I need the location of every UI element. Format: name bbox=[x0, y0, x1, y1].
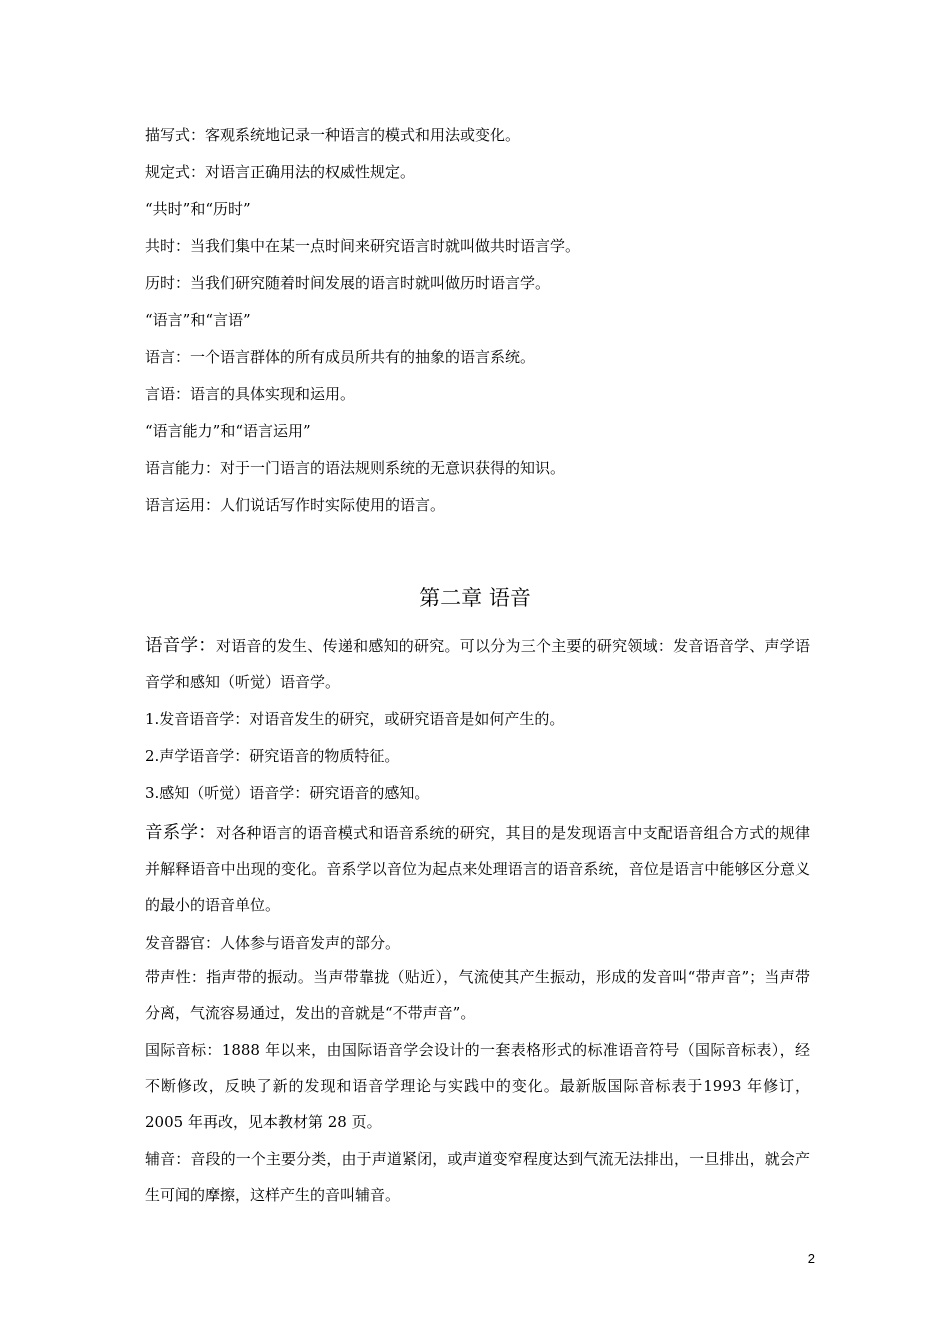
subheading-langue-parole: “语言”和“言语” bbox=[145, 311, 251, 329]
definition-phonology bbox=[145, 815, 810, 923]
definition-synchronic: 共时：当我们集中在某一点时间来研究语言时就叫做共时语言学。 bbox=[145, 237, 581, 255]
branch-auditory: 3.感知（听觉）语音学：研究语音的感知。 bbox=[145, 784, 430, 802]
page-number: 2 bbox=[807, 1251, 815, 1266]
definition-speech-organs: 发音器官：人体参与语音发声的部分。 bbox=[145, 934, 401, 952]
phonology-text: 对各种语言的语音模式和语音系统的研究，其目的是发现语言中支配语音组合方式的规律并解释语音中出现的变化。音系学以音位为起点来处理语言的语音系统，音位是语言中能够区分意义的最小的语音单位。 bbox=[145, 824, 810, 914]
definition-ipa: 国际音标：1888 年以来，由国际语音学会设计的一套表格形式的标准语音符号（国际音标表），经不断修改，反映了新的发现和语音学理论与实践中的变化。最新版国际音标表于1993 年修订，2005 年再改，见本教材第 28 页。 bbox=[145, 1041, 810, 1131]
definition-descriptive: 描写式：客观系统地记录一种语言的模式和用法或变化。 bbox=[145, 126, 521, 144]
term-phonology: 音系学： bbox=[145, 823, 216, 843]
definition-parole: 言语：语言的具体实现和运用。 bbox=[145, 385, 356, 403]
definition-phonetics bbox=[145, 628, 810, 700]
definition-competence: 语言能力：对于一门语言的语法规则系统的无意识获得的知识。 bbox=[145, 459, 566, 477]
definition-performance: 语言运用：人们说话写作时实际使用的语言。 bbox=[145, 496, 446, 514]
definition-consonant: 辅音：音段的一个主要分类，由于声道紧闭，或声道变窄程度达到气流无法排出，一旦排出，就会产生可闻的摩擦，这样产生的音叫辅音。 bbox=[145, 1150, 810, 1204]
subheading-synchronic-diachronic: “共时”和“历时” bbox=[145, 200, 251, 218]
branch-acoustic: 2.声学语音学：研究语音的物质特征。 bbox=[145, 747, 400, 765]
subheading-competence-performance: “语言能力”和“语言运用” bbox=[145, 422, 311, 440]
definition-prescriptive: 规定式：对语言正确用法的权威性规定。 bbox=[145, 163, 416, 181]
term-phonetics: 语音学： bbox=[145, 636, 216, 656]
phonetics-text: 对语音的发生、传递和感知的研究。可以分为三个主要的研究领域：发音语音学、声学语音学和感知（听觉）语音学。 bbox=[145, 637, 810, 691]
branch-articulatory: 1.发音语音学：对语音发生的研究，或研究语音是如何产生的。 bbox=[145, 710, 565, 728]
chapter-title: 第二章 语音 bbox=[419, 586, 531, 610]
definition-diachronic: 历时：当我们研究随着时间发展的语言时就叫做历时语言学。 bbox=[145, 274, 551, 292]
definition-voicing: 带声性：指声带的振动。当声带靠拢（贴近），气流使其产生振动，形成的发音叫“带声音”；当声带分离，气流容易通过，发出的音就是“不带声音”。 bbox=[145, 968, 810, 1022]
definition-langue: 语言：一个语言群体的所有成员所共有的抽象的语言系统。 bbox=[145, 348, 536, 366]
